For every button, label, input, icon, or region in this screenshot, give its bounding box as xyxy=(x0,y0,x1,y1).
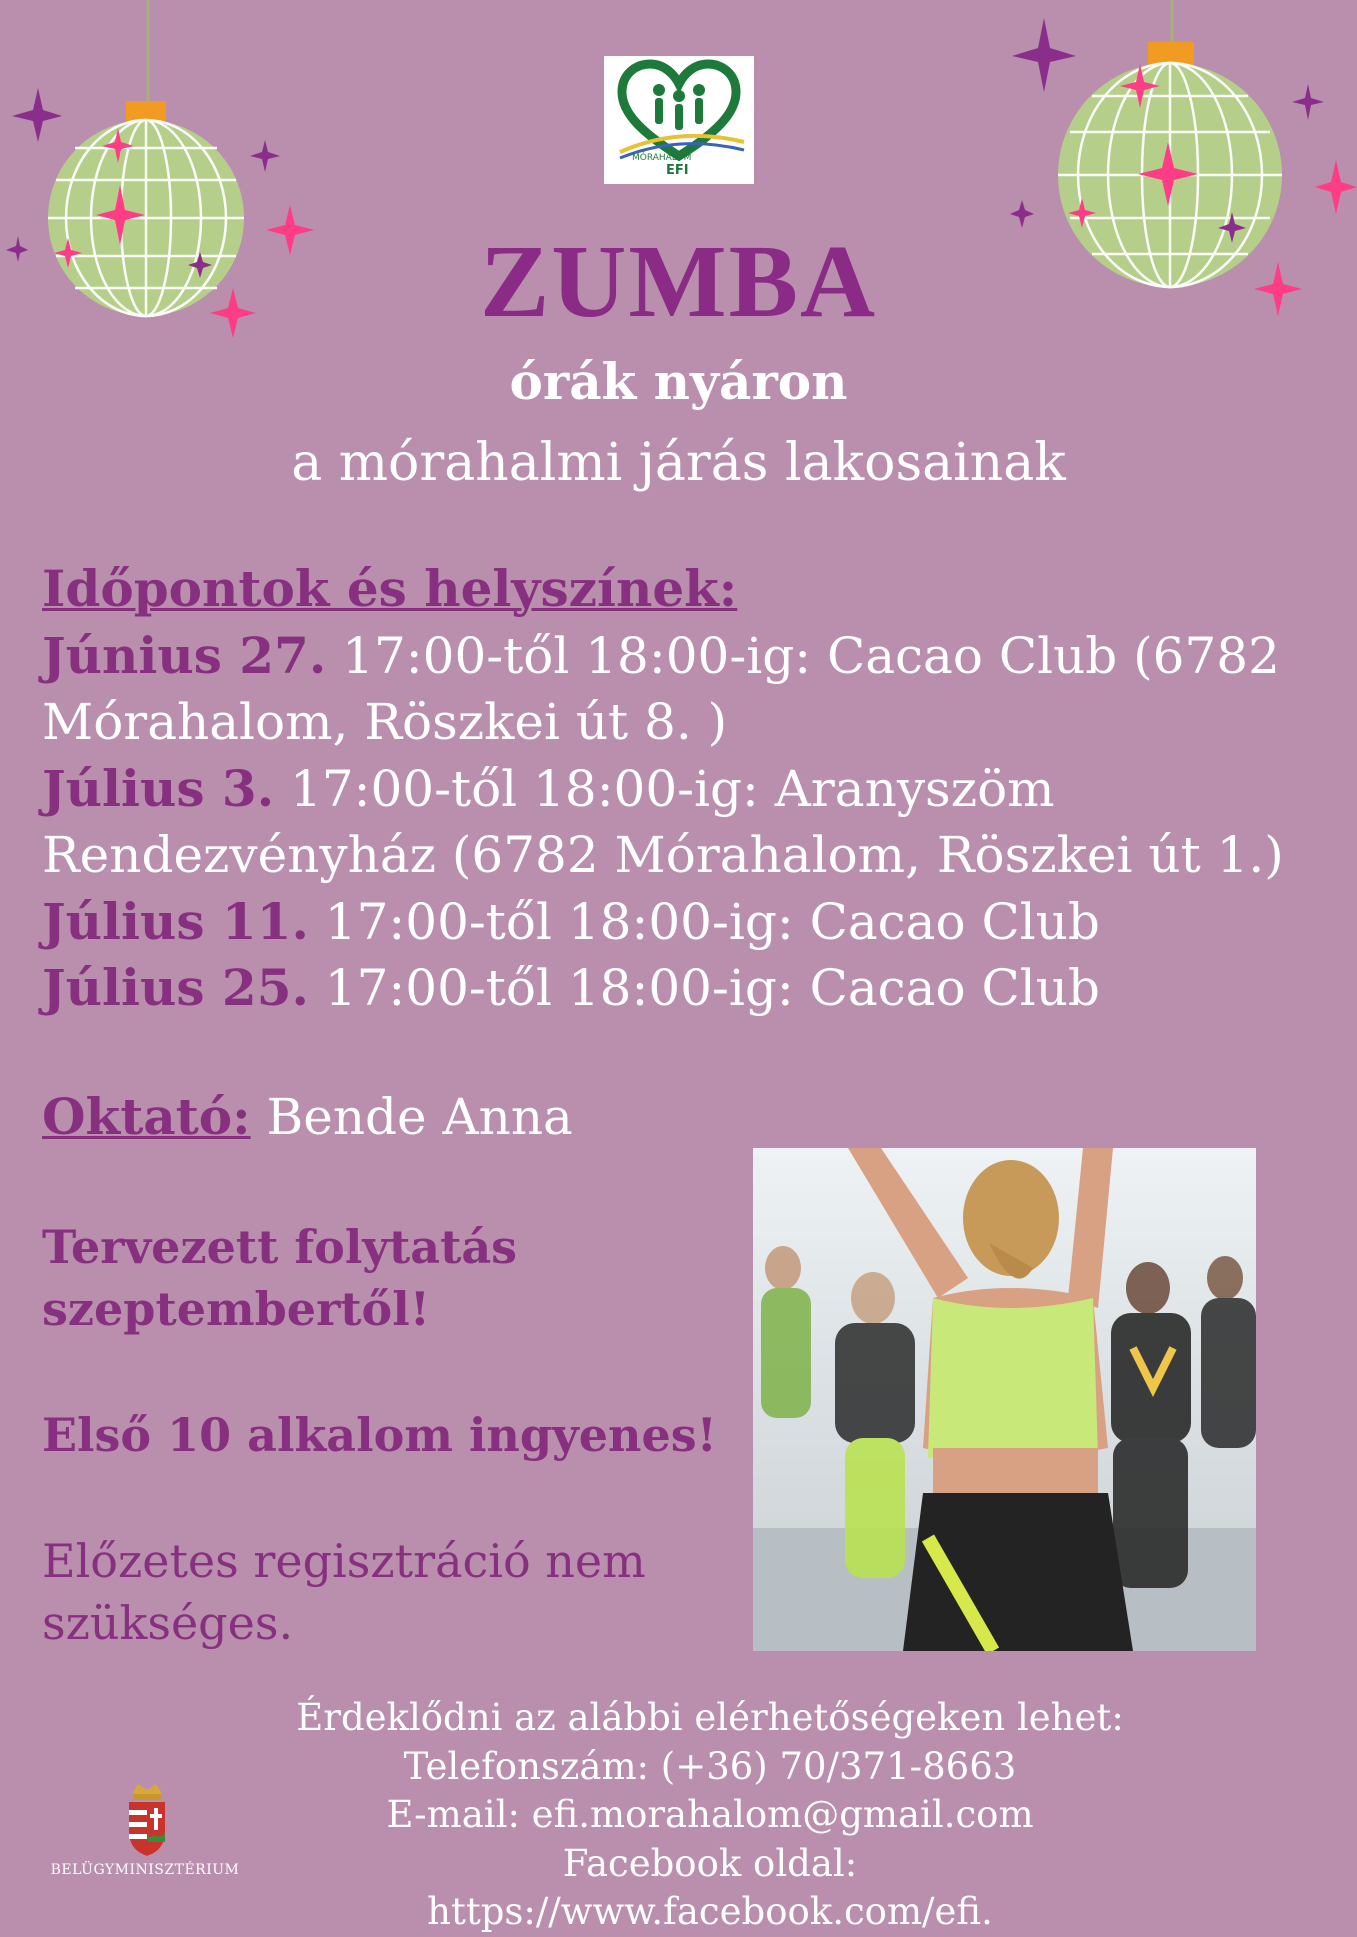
instructor-name: Bende Anna xyxy=(250,1088,573,1146)
contact-facebook[interactable]: Facebook oldal: https://www.facebook.com/efi. xyxy=(427,1841,993,1933)
contact-email[interactable]: E-mail: efi.morahalom@gmail.com xyxy=(386,1793,1034,1836)
coat-of-arms-icon xyxy=(124,1780,170,1858)
free-note: Első 10 alkalom ingyenes! xyxy=(42,1408,717,1462)
instructor-label: Oktató: xyxy=(42,1087,251,1146)
svg-text:MÓRAHALOM: MÓRAHALOM xyxy=(632,153,692,163)
subtitle-line-1: órák nyáron xyxy=(509,352,848,411)
page-title: ZUMBA xyxy=(479,224,878,339)
efi-heart-logo-icon xyxy=(604,56,754,184)
efi-logo xyxy=(604,56,754,184)
schedule-heading: Időpontok és helyszínek: xyxy=(42,559,738,618)
schedule-entry: Július 3. 17:00-től 18:00-ig: Aranyszöm xyxy=(42,758,1055,818)
contact-intro: Érdeklődni az alábbi elérhetőségeken lehet: xyxy=(296,1696,1124,1739)
schedule-section xyxy=(42,556,1332,1022)
registration-note: Előzetes regisztráció nem szükséges. xyxy=(42,1534,646,1650)
subtitle-line-2: a mórahalmi járás lakosainak xyxy=(291,433,1066,493)
contact-phone: Telefonszám: (+36) 70/371-8663 xyxy=(403,1744,1017,1788)
schedule-entry: Július 25. 17:00-től 18:00-ig: Cacao Club xyxy=(42,958,1100,1017)
schedule-entry-cont: Mórahalom, Röszkei út 8. ) xyxy=(42,693,728,751)
schedule-entry: Június 27. 17:00-től 18:00-ig: Cacao Club (6782 xyxy=(42,625,1280,685)
schedule-entry: Július 11. 17:00-től 18:00-ig: Cacao Club xyxy=(42,891,1100,951)
contact-section xyxy=(285,1694,1135,1937)
continuation-note: Tervezett folytatás szeptembertől! xyxy=(42,1220,518,1336)
ministry-label: BELÜGYMINISZTÉRIUM xyxy=(50,1862,240,1878)
svg-text:EFI: EFI xyxy=(666,163,689,178)
zumba-photo xyxy=(753,1148,1256,1651)
instructor-line xyxy=(42,1087,573,1146)
schedule-entry-cont: Rendezvényház (6782 Mórahalom, Röszkei út 1.) xyxy=(42,826,1284,884)
